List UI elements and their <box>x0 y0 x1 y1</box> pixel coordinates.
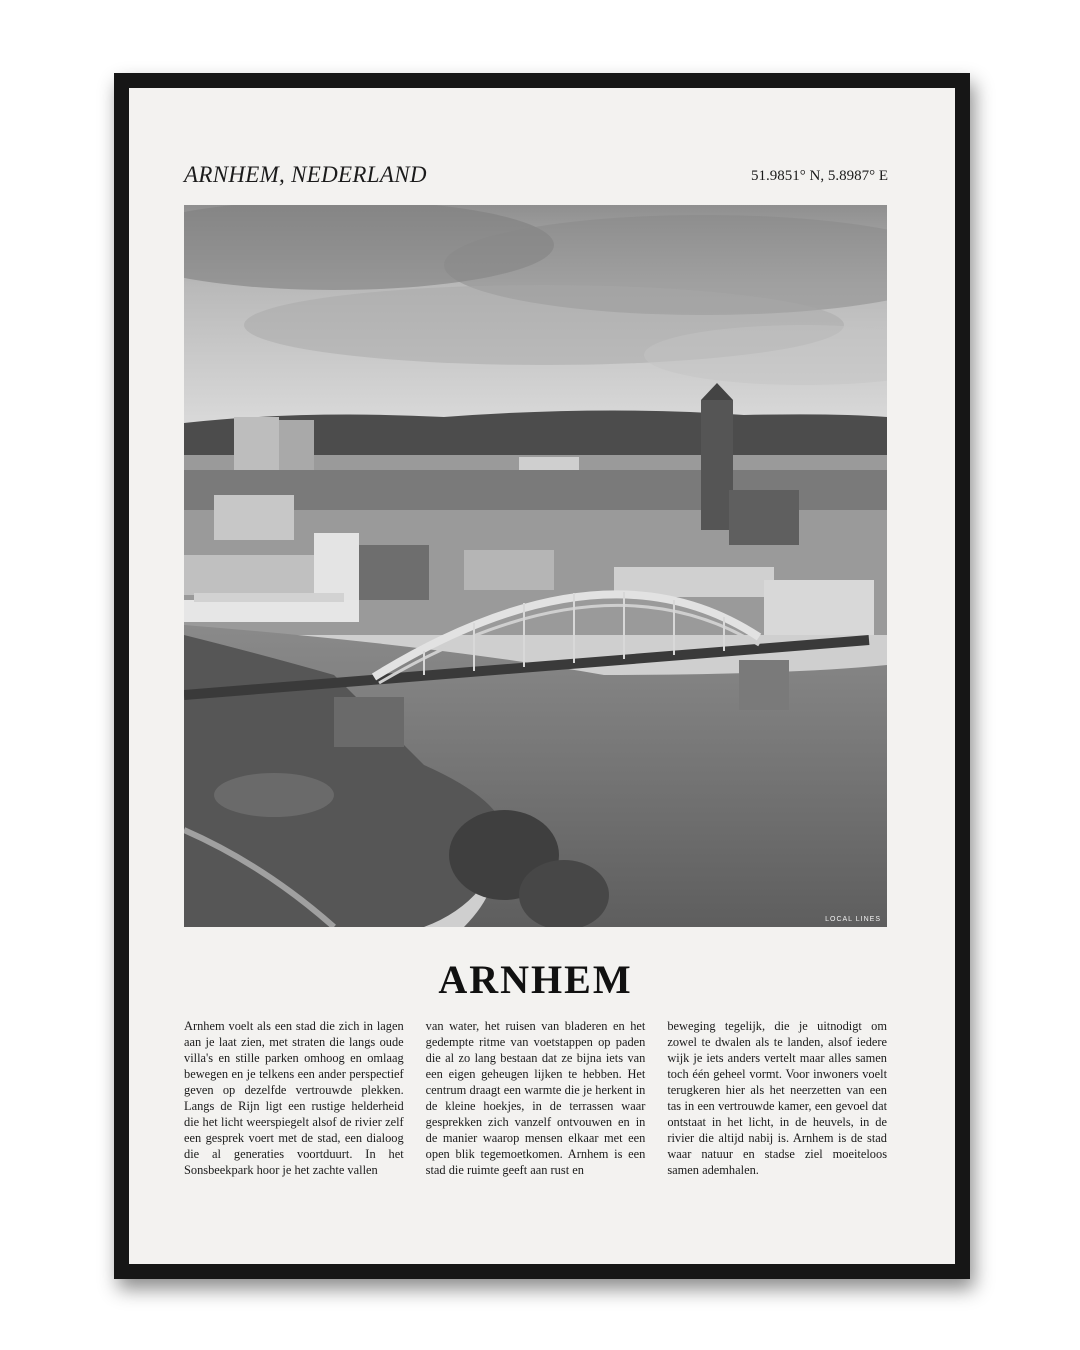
body-text <box>184 1018 887 1178</box>
photo-credit: LOCAL LINES <box>825 916 881 923</box>
poster-title: ARNHEM <box>438 957 633 1002</box>
location-heading: ARNHEM, NEDERLAND <box>184 162 427 187</box>
city-photo <box>184 205 887 927</box>
text-column-1: Arnhem voelt als een stad die zich in lagen aan je laat zien, met straten die langs oude villa's en stille parken omhoog en omlaag bewegen en je telkens een ander perspectief geven op dezelfde vertrouwde plekken. Langs de Rijn ligt een rustige helderheid die het licht weerspiegelt alsof de rivier zelf een gesprek voert met de stad, een dialoog die al generaties voortduurt. In het Sonsbeekpark hoor je het zachte vallen <box>184 1019 404 1177</box>
coordinates-label: 51.9851° N, 5.8987° E <box>751 168 888 184</box>
text-column-2: van water, het ruisen van bladeren en het gedempte ritme van voetstappen op paden die al zo lang bestaan dat ze bijna iets van een eigen geheugen lijken te hebben. Het centrum draagt een warmte die je herkent in de kleine hoekjes, in de terrassen waar gesprekken zich vanzelf ontvouwen en in de manier waarop mensen elkaar met een open blik tegemoetkomen. Arnhem is een stad die ruimte geeft aan rust en <box>425 1019 646 1177</box>
text-column-3: beweging tegelijk, die je uitnodigt om zowel te dwalen als te landen, alsof iedere wijk je iets anders vertelt maar alles samen toch één geheel vormt. Voor inwoners voelt terugkeren hier als het neerzetten van een tas in een vertrouwde kamer, een gevoel dat ontstaat in het licht, in de heuvels, in de rivier die altijd nabij is. Arnhem is de stad waar natuur en stadse ziel moeiteloos samen ademhalen. <box>667 1019 888 1177</box>
city-photo-illustration <box>184 205 887 927</box>
